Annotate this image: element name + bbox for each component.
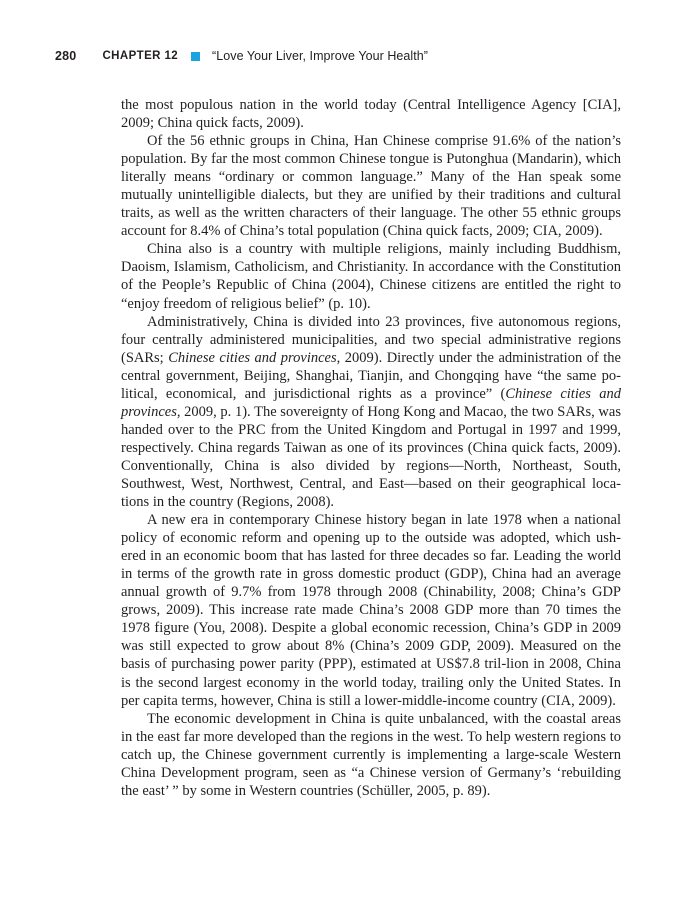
paragraph-run: A new era in contemporary Chinese history began in late 1978 when a national policy of economic reform and opening up to the outside was adopted, which ush-ered in an economic boom that has lasted for three decades so far. Leading the world in terms of the growth rate in gross domestic product (GDP), China had an average annual growth of 9.7% from 1978 through 2008 (Chinability, 2008; China’s GDP grows, 2009). This increase rate made China’s 2008 GDP more than 70 times the 1978 figure (You, 2008). Despite a global economic recession, China’s GDP in 2009 was still expected to grow about 8% (China’s 2009 GDP, 2009). Measured on the basis of purchasing power parity (PPP), estimated at US$7.8 tril-lion in 2008, China is the second largest economy in the world today, trailing only the United States. In per capita terms, however, China is still a lower-middle-income country (CIA, 2009).	[121, 512, 621, 709]
running-head	[55, 46, 428, 66]
chapter-label: CHAPTER 12	[102, 50, 179, 62]
paragraph-run: , 2009). Directly under the administration of the central government, Beijing, Shanghai, Tianjin, and Chongqing have “the same po-litical, economical, and jurisdictional rights as a province” (	[121, 349, 621, 402]
chapter-title: “Love Your Liver, Improve Your Health”	[212, 49, 428, 63]
body-text	[121, 96, 621, 800]
paragraph-run: China also is a country with multiple religions, mainly including Buddhism, Daoism, Islamism, Catholicism, and Christianity. In accordance with the Constitution of the People’s Republic of China (2004), Chinese citizens are entitled the right to “enjoy freedom of religious belief” (p. 10).	[121, 241, 621, 312]
italic-citation: Chinese cities and provinces	[168, 349, 337, 366]
paragraph-5	[121, 511, 621, 710]
square-bullet-icon	[191, 52, 200, 61]
paragraph-4	[121, 313, 621, 512]
paragraph-run: Of the 56 ethnic groups in China, Han Chinese comprise 91.6% of the nation’s population. By far the most common Chinese tongue is Putonghua (Mandarin), which literally means “ordinary or common language.” Many of the Han speak some mutually unintelligible dialects, but they are unified by their traditions and cultural traits, as well as the written characters of their language. The other 55 ethnic groups account for 8.4% of China’s total population (China quick facts, 2009; CIA, 2009).	[121, 133, 621, 240]
paragraph-run: the most populous nation in the world today (Central Intelligence Agency [CIA], 2009; China quick facts, 2009).	[121, 97, 621, 132]
paragraph-2	[121, 132, 621, 240]
italic-citation: Chinese cities and provinces	[121, 385, 621, 420]
paragraph-1	[121, 96, 621, 132]
paragraph-run: , 2009, p. 1). The sovereignty of Hong Kong and Macao, the two SARs, was handed over to the PRC from the United Kingdom and Portugal in 1997 and 1999, respectively. China regards Taiwan as one of its provinces (China quick facts, 2009). Conventionally, China is also divided by regions—North, Northeast, South, Southwest, West, Northwest, Central, and East—based on their geographical loca-tions in the country (Regions, 2008).	[121, 403, 621, 511]
paragraph-6	[121, 710, 621, 800]
paragraph-3	[121, 240, 621, 312]
page-number: 280	[55, 49, 77, 63]
paragraph-run: Administratively, China is divided into 23 provinces, five autonomous regions, four centrally administered municipalities, and two special administrative regions (SARs;	[121, 313, 621, 366]
paragraph-run: The economic development in China is quite unbalanced, with the coastal areas in the east far more developed than the regions in the west. To help western regions to catch up, the Chinese government currently is implementing a large-scale Western China Development program, seen as “a Chinese version of Germany’s ‘rebuilding the east’ ” by some in Western countries (Schüller, 2005, p. 89).	[121, 710, 621, 799]
